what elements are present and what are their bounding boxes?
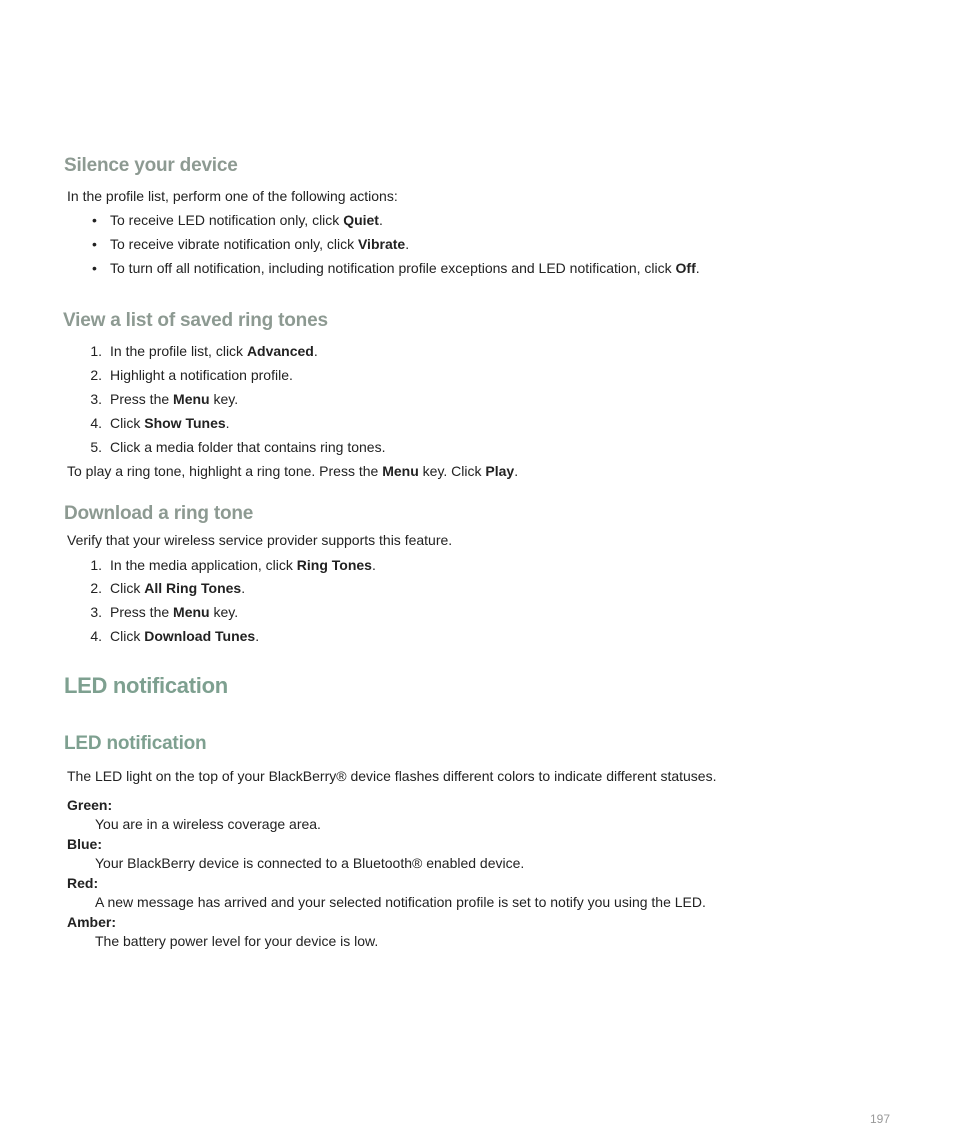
definition-term: Red: xyxy=(67,875,99,891)
list-item: 4. Click Show Tunes. xyxy=(90,415,230,431)
definition-term: Blue: xyxy=(67,836,103,852)
list-item: 3. Press the Menu key. xyxy=(90,391,239,407)
list-item: • To turn off all notification, including notification profile exceptions and LED notification, click Off. xyxy=(92,260,700,276)
list-item: • To receive LED notification only, click Quiet. xyxy=(92,212,383,228)
section-heading-led: LED notification xyxy=(64,733,207,754)
list-item: • To receive vibrate notification only, click Vibrate. xyxy=(92,236,410,252)
definition-text: A new message has arrived and your selected notification profile is set to notify you using the LED. xyxy=(95,894,706,910)
chapter-title: LED notification xyxy=(64,673,228,698)
section-heading-ringtones: View a list of saved ring tones xyxy=(63,310,328,331)
list-item: 2. Click All Ring Tones. xyxy=(90,580,246,596)
definition-term: Green: xyxy=(67,797,113,813)
ringtone-play-note: To play a ring tone, highlight a ring tone. Press the Menu key. Click Play. xyxy=(67,463,519,479)
list-item: 1. In the profile list, click Advanced. xyxy=(90,343,318,359)
section-heading-silence: Silence your device xyxy=(64,155,238,176)
silence-intro: In the profile list, perform one of the following actions: xyxy=(67,188,398,204)
section-heading-download: Download a ring tone xyxy=(64,503,254,524)
list-item: 5. Click a media folder that contains ring tones. xyxy=(90,439,386,455)
page-number: 197 xyxy=(870,1112,891,1126)
definition-term: Amber: xyxy=(67,914,117,930)
list-item: 2. Highlight a notification profile. xyxy=(90,367,293,383)
list-item: 4. Click Download Tunes. xyxy=(90,628,260,644)
list-item: 1. In the media application, click Ring Tones. xyxy=(90,557,376,573)
definition-text: The battery power level for your device is low. xyxy=(95,933,379,949)
list-item: 3. Press the Menu key. xyxy=(90,604,239,620)
definition-text: Your BlackBerry device is connected to a Bluetooth® enabled device. xyxy=(95,855,525,871)
led-intro: The LED light on the top of your BlackBerry® device flashes different colors to indicate different statuses. xyxy=(67,768,717,784)
definition-text: You are in a wireless coverage area. xyxy=(95,816,321,832)
download-intro: Verify that your wireless service provider supports this feature. xyxy=(67,532,453,548)
